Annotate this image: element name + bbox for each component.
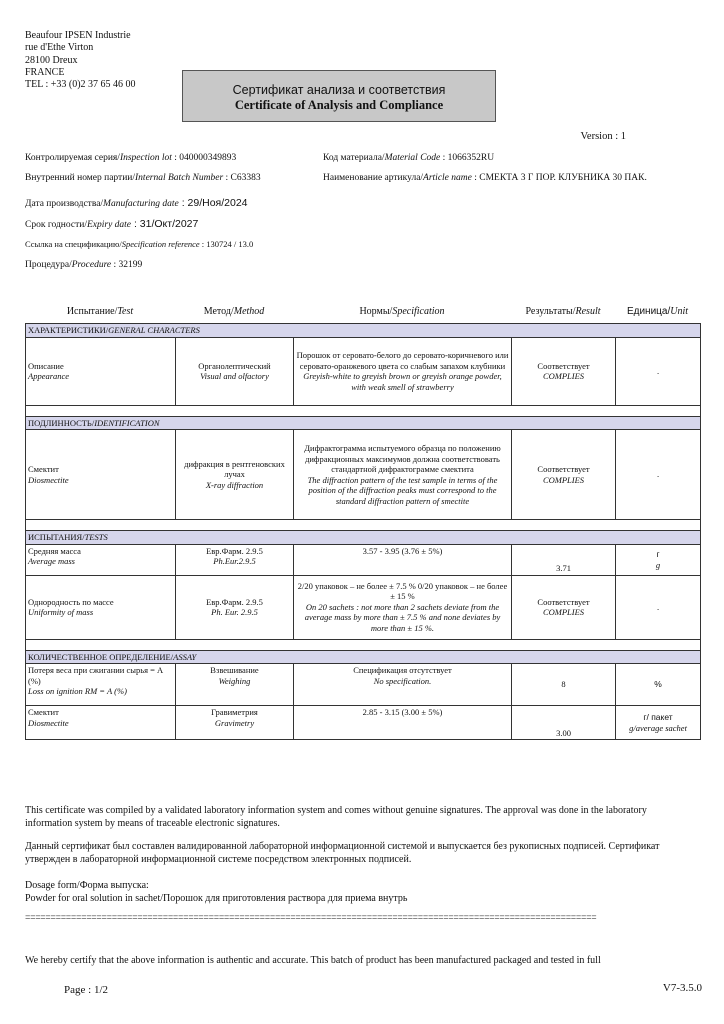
table-row: Описание Appearance Органолептический Visual and olfactory Порошок от серовато-белого до серовато-коричневого или серовато-оранжевого цвета со слабым запахом клубники Greyish-white to greyish brown or greyish orange powder, with weak smell of strawberry Соответствует COMPLIES . — [26, 337, 701, 405]
results-table — [25, 323, 701, 740]
column-method: Метод/Method — [203, 306, 265, 317]
company-tel: TEL : +33 (0)2 37 65 46 00 — [25, 79, 136, 91]
column-result: Результаты/Result — [525, 306, 601, 317]
section-identification: ПОДЛИННОСТЬ/IDENTIFICATION — [26, 416, 701, 430]
title-en: Certificate of Analysis and Compliance — [234, 98, 444, 112]
company-address — [25, 30, 136, 91]
procedure: Процедура/Procedure : 32199 — [25, 260, 143, 270]
expiry-date: Срок годности/Expiry date : 31/Окт/2027 — [25, 218, 199, 230]
company-name: Beaufour IPSEN Industrie — [25, 30, 131, 41]
company-city: 28100 Dreux — [25, 54, 78, 66]
certificate-title-box — [182, 70, 496, 122]
section-general: ХАРАКТЕРИСТИКИ/GENERAL CHARACTERS — [26, 324, 701, 338]
separator-line: ================================================================================================================ — [25, 913, 597, 923]
page-number: Page : 1/2 — [64, 984, 108, 996]
section-assay: КОЛИЧЕСТВЕННОЕ ОПРЕДЕЛЕНИЕ/ASSAY — [26, 650, 701, 664]
note-en: This certificate was compiled by a validated laboratory information system and comes without genuine signatures. The approval was done in the laboratory information system by means of traceable electronic signatures. — [25, 805, 647, 829]
table-row: Однородность по массе Uniformity of mass Евр.Фарм. 2.9.5 Ph. Eur. 2.9.5 2/20 упаковок – не более ± 7.5 % 0/20 упаковок – не более ± 15 % On 20 sachets : not more than 2 sachets deviate from the average mass by more than ± 7.5 % and none deviates by more than ± 15 %. Соответствует COMPLIES . — [26, 575, 701, 639]
title-ru: Сертификат анализа и соответствия — [232, 83, 446, 97]
table-row: Потеря веса при сжигании сырья = A (%) Loss on ignition RM = A (%) Взвешивание Weighing Спецификация отсутствует No specification. 8 % — [26, 664, 701, 706]
inspection-lot: Контролируемая серия/Inspection lot : 040000349893 — [25, 153, 237, 163]
article-name: Наименование артикула/Article name : СМЕКТА 3 Г ПОР. КЛУБНИКА 30 ПАК. — [323, 173, 647, 183]
company-country: FRANCE — [25, 66, 65, 78]
version-label: Version : 1 — [580, 131, 626, 142]
company-street: rue d'Ethe Virton — [25, 42, 94, 54]
specification-reference: Ссылка на спецификацию/Specification reference : 130724 / 13.0 — [25, 239, 254, 249]
column-specification: Нормы/Specification — [359, 306, 445, 317]
certify-statement: We hereby certify that the above information is authentic and accurate. This batch of product has been manufactured packaged and tested in full — [25, 955, 601, 966]
section-tests: ИСПЫТАНИЯ/TESTS — [26, 531, 701, 545]
note-ru: Данный сертификат был составлен валидированной лабораторной информационной системой и выпускается без рукописных подписей. Сертификат утвержден в лабораторной информационной системе посредством электронных подписей. — [25, 841, 660, 865]
material-code: Код материала/Material Code : 1066352RU — [323, 153, 495, 163]
dosage-form: Dosage form/Форма выпуска: Powder for oral solution in sachet/Порошок для приготовления раствора для приема внутрь — [25, 880, 408, 904]
table-row: Средняя масса Average mass Евр.Фарм. 2.9.5 Ph.Eur.2.9.5 3.57 - 3.95 (3.76 ± 5%) 3.71 г g — [26, 544, 701, 575]
table-row: Смектит Diosmectite Гравиметрия Gravimetry 2.85 - 3.15 (3.00 ± 5%) 3.00 г/ пакет g/average sachet — [26, 706, 701, 740]
document-version: V7-3.5.0 — [662, 982, 702, 994]
table-row: Смектит Diosmectite дифракция в рентгеновских лучах X-ray diffraction Дифрактограмма испытуемого образца по положению дифракционных максимумов должна соответствовать стандартной дифрактограмме смектита The diffraction pattern of the test sample in terms of the position of the diffraction peaks must correspond to the standard diffraction pattern of smectite Соответствует COMPLIES . — [26, 430, 701, 520]
column-unit: Единица/Unit — [626, 306, 689, 317]
column-test: Испытание/Test — [66, 306, 134, 317]
manufacturing-date: Дата производства/Manufacturing date : 29/Ноя/2024 — [25, 197, 248, 209]
internal-batch-number: Внутренний номер партии/Internal Batch Number : C63383 — [25, 173, 261, 183]
